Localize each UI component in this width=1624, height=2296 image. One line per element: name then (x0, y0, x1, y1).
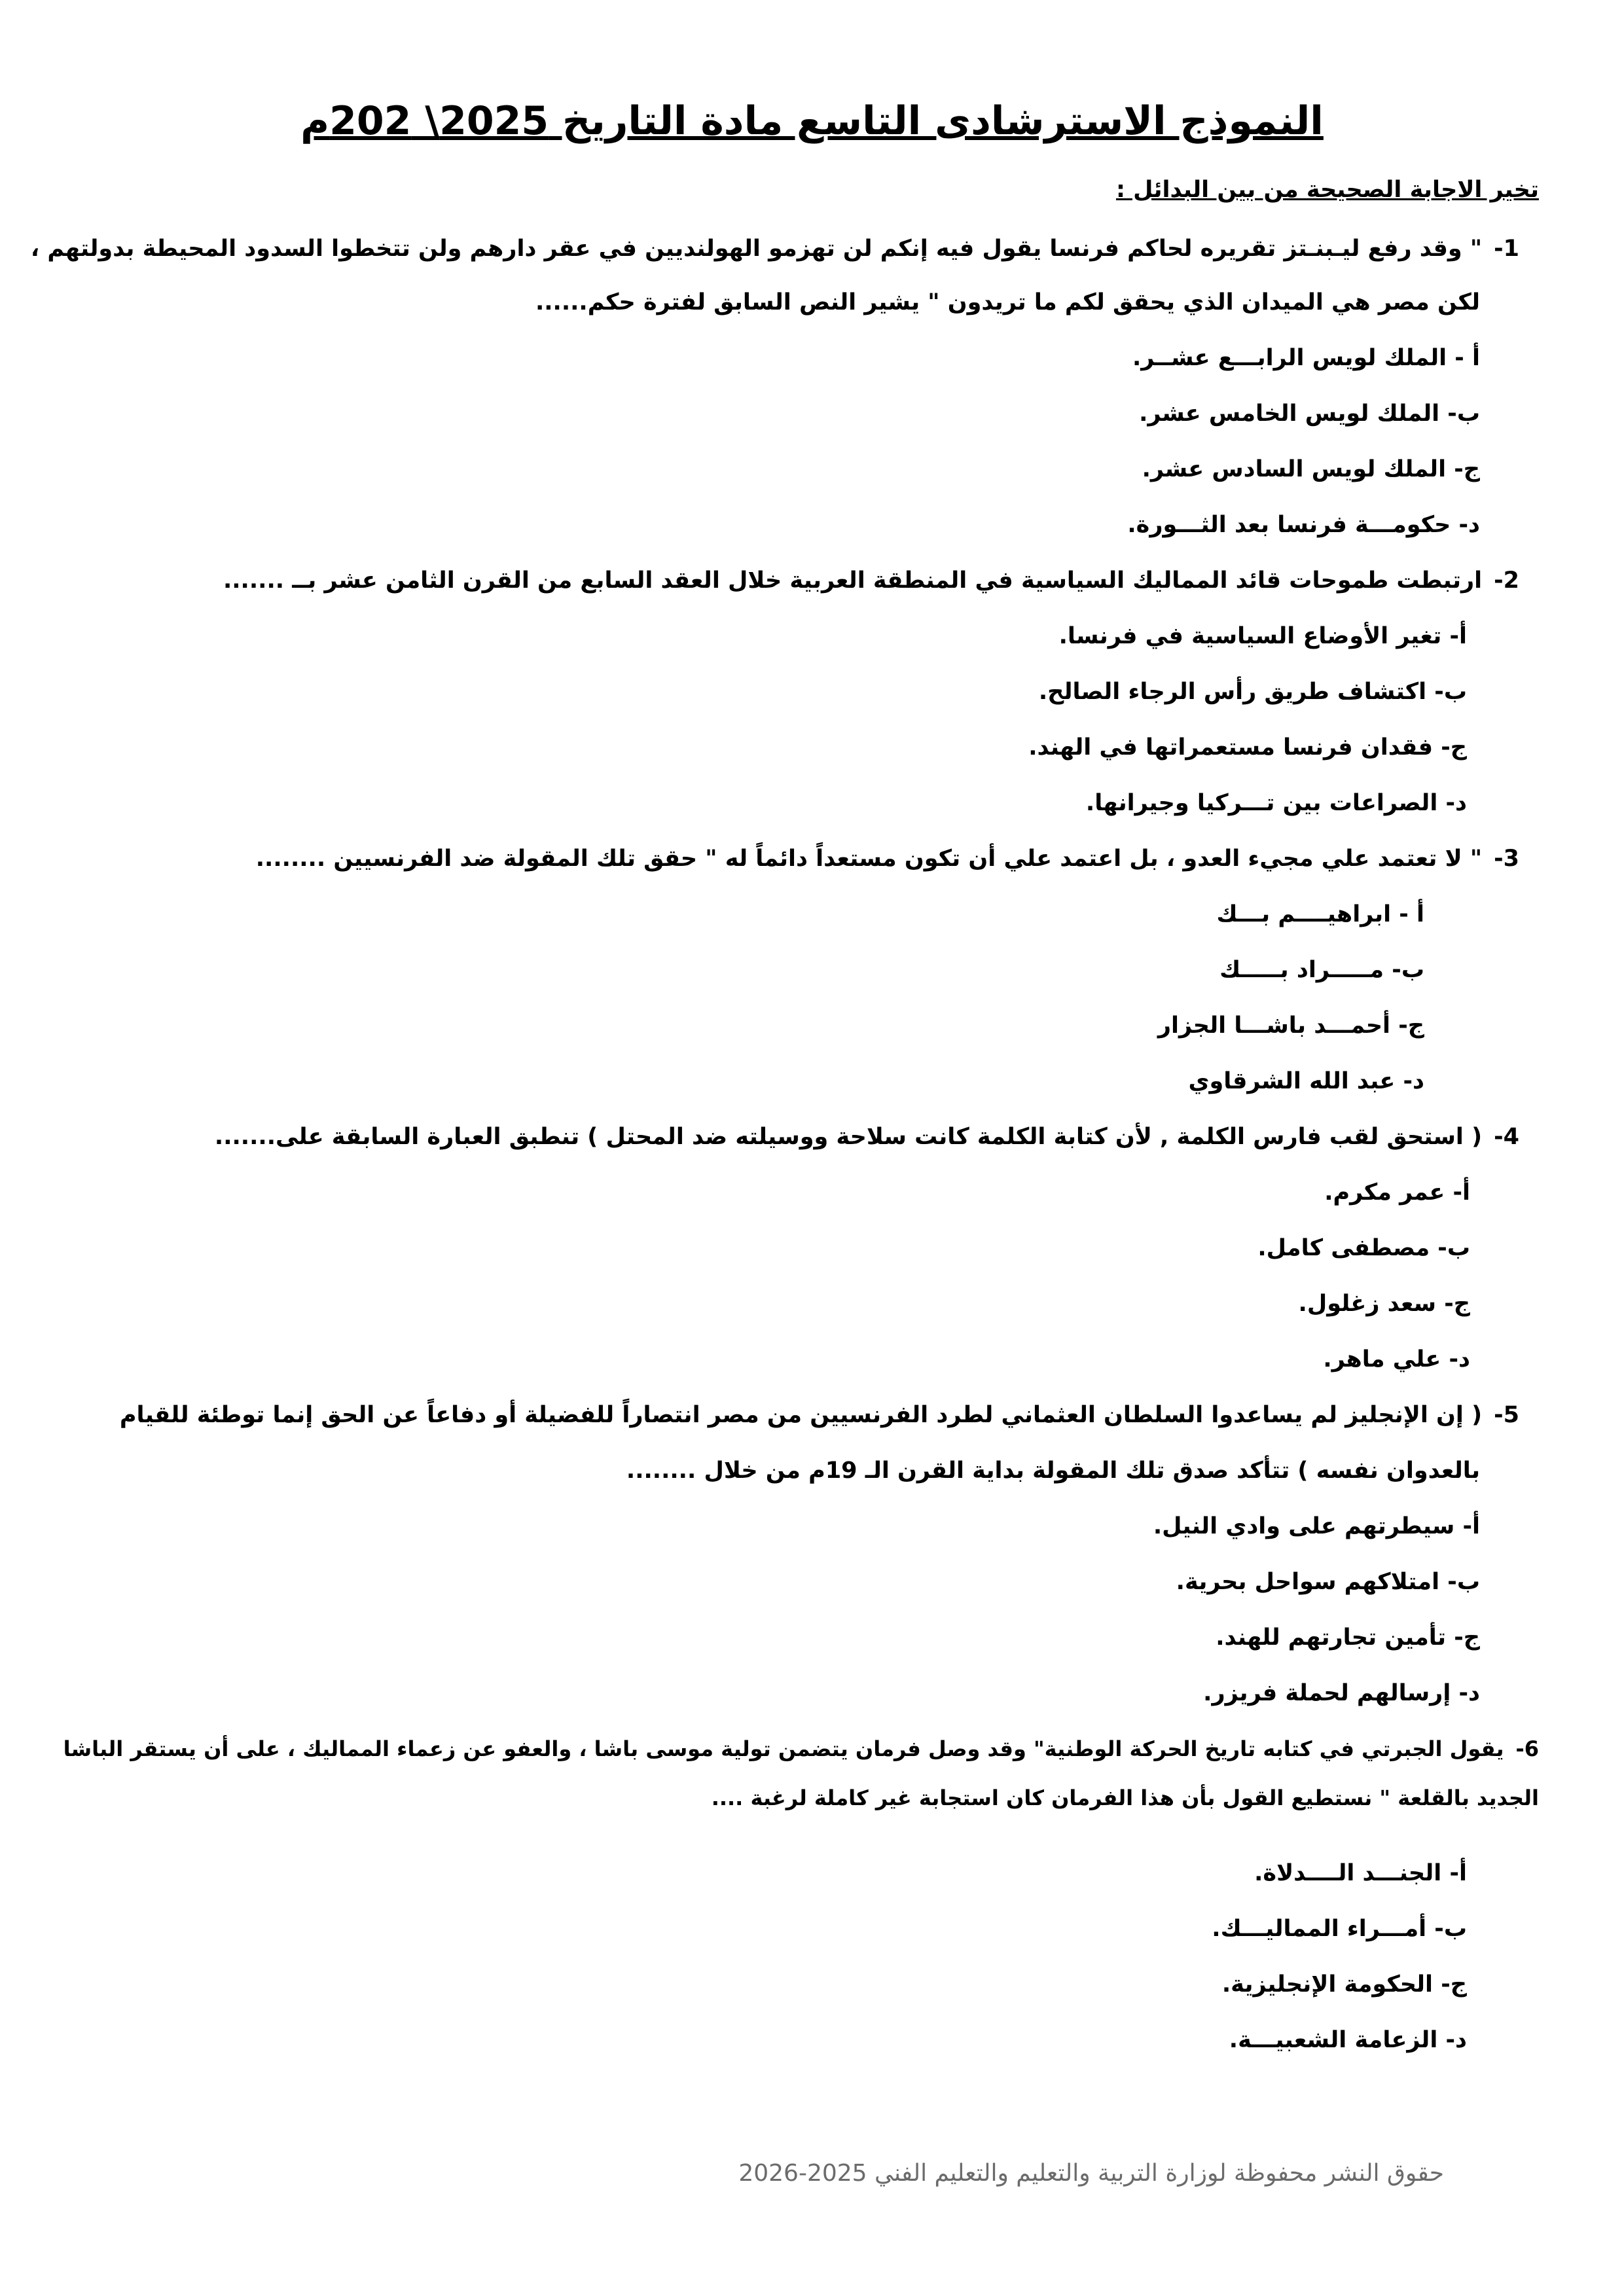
copyright-footer: حقوق النشر محفوظة لوزارة التربية والتعليم والتعليم الفني 2025-2026 (738, 2160, 1444, 2187)
question-3-text (256, 844, 1519, 873)
option-4a: أ- عمر مكرم. (1324, 1179, 1470, 1206)
question-6-text (63, 1734, 1539, 1763)
question-line: " وقد رفع ليـبنـتز تقريره لحاكم فرنسا يقول فيه إنكم لن تهزمو الهولنديين في عقر دارهم ولن تتخطوا السدود المحيطة بدولتهم ، (30, 236, 1483, 262)
instruction-text: تخير الاجابة الصحيحة من بين البدائل : (1115, 177, 1539, 203)
option-6b: ب- أمـــراء المماليـــك. (1212, 1916, 1467, 1942)
option-4d: د- علي ماهر. (1323, 1346, 1470, 1372)
question-line: ارتبطت طموحات قائد المماليك السياسية في المنطقة العربية خلال العقد السابع من القرن الثامن عشر بــ ....... (223, 567, 1483, 594)
page-title: النموذج الاسترشادى التاسع مادة التاريخ 2025\ 202م (300, 98, 1324, 144)
option-5d: د- إرسالهم لحملة فريزر. (1203, 1680, 1480, 1706)
option-5b: ب- امتلاكهم سواحل بحرية. (1176, 1569, 1480, 1595)
question-line: ( استحق لقب فارس الكلمة , لأن كتابة الكلمة كانت سلاحة ووسيلته ضد المحتل ) تنطبق العبارة السابقة على....... (214, 1124, 1483, 1150)
question-line: " لا تعتمد علي مجيء العدو ، بل اعتمد علي أن تكون مستعداً دائماً له " حقق تلك المقولة ضد الفرنسيين ........ (255, 846, 1483, 872)
question-line: ( إن الإنجليز لم يساعدوا السلطان العثماني لطرد الفرنسيين من مصر انتصاراً للفضيلة أو دفاعاً عن الحق إنما توطئة للقيام (119, 1402, 1483, 1428)
question-number: 3- (1494, 846, 1519, 872)
option-1d: د- حكومـــة فرنسا بعد الثـــورة. (1127, 512, 1480, 538)
option-4b: ب- مصطفى كامل. (1257, 1235, 1470, 1261)
question-number: 6- (1515, 1736, 1539, 1761)
question-number: 4- (1494, 1124, 1519, 1150)
question-1-text (31, 234, 1519, 263)
question-line: الجديد بالقلعة " نستطيع القول بأن هذا الفرمان كان استجابة غير كاملة لرغبة .... (711, 1785, 1539, 1810)
option-3d: د- عبد الله الشرقاوي (1188, 1068, 1424, 1094)
option-3a: أ - ابراهيــــم بـــك (1216, 901, 1424, 927)
option-1c: ج- الملك لويس السادس عشر. (1142, 456, 1480, 482)
option-5c: ج- تأمين تجارتهم للهند. (1216, 1624, 1480, 1651)
question-line: يقول الجبرتي في كتابه تاريخ الحركة الوطنية" وقد وصل فرمان يتضمن تولية موسى باشا ، والعفو عن زعماء المماليك ، على أن يستقر الباشا (63, 1736, 1504, 1761)
question-5-text (120, 1401, 1519, 1429)
question-line: لكن مصر هي الميدان الذي يحقق لكم ما تريدون " يشير النص السابق لفترة حكم...... (535, 289, 1480, 315)
option-6c: ج- الحكومة الإنجليزية. (1221, 1971, 1467, 1998)
option-3b: ب- مـــــراد بـــــك (1219, 957, 1424, 983)
option-6a: أ- الجنـــد الــــدلاة. (1254, 1860, 1467, 1886)
option-2c: ج- فقدان فرنسا مستعمراتها في الهند. (1028, 734, 1467, 761)
option-4c: ج- سعد زغلول. (1298, 1291, 1470, 1317)
question-2-text (223, 566, 1519, 595)
option-1b: ب- الملك لويس الخامس عشر. (1139, 401, 1480, 427)
question-line: بالعدوان نفسه ) تتأكد صدق تلك المقولة بداية القرن الـ 19م من خلال ........ (626, 1458, 1480, 1484)
option-6d: د- الزعامة الشعبيـــة. (1229, 2027, 1467, 2053)
option-2a: أ- تغير الأوضاع السياسية في فرنسا. (1058, 623, 1467, 649)
question-number: 5- (1494, 1402, 1519, 1428)
question-number: 2- (1494, 567, 1519, 594)
question-number: 1- (1494, 236, 1519, 262)
option-2b: ب- اكتشاف طريق رأس الرجاء الصالح. (1038, 679, 1467, 705)
option-5a: أ- سيطرتهم على وادي النيل. (1153, 1513, 1480, 1539)
option-2d: د- الصراعات بين تـــركيا وجيرانها. (1085, 790, 1467, 816)
option-3c: ج- أحمـــد باشـــا الجزار (1157, 1013, 1424, 1039)
option-1a: أ - الملك لويس الرابـــع عشــر. (1132, 345, 1480, 371)
question-4-text (215, 1122, 1519, 1151)
